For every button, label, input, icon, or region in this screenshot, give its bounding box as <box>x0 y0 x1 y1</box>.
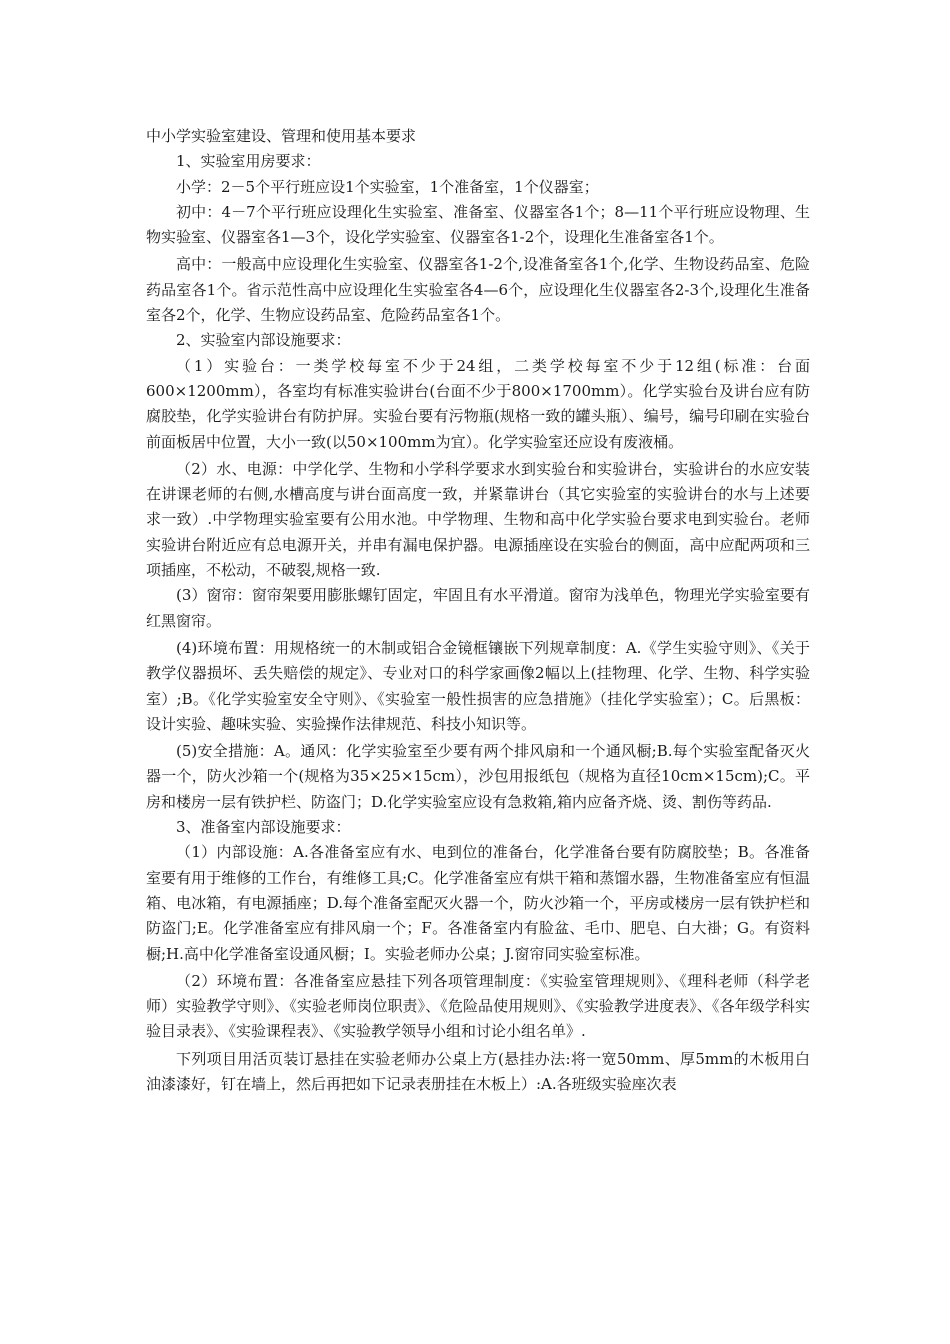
paragraph: (4)环境布置：用规格统一的木制或铝合金镜框镶嵌下列规章制度：A.《学生实验守则》、《关于教学仪器损坏、丢失赔偿的规定》、专业对口的科学家画像2幅以上(挂物理、化学、生物、科学实验室）;B。《化学实验室安全守则》、《实验室一般性损害的应急措施》（挂化学实验室）；C。后黑板：设计实验、趣味实验、实验操作法律规范、科技小知识等。 <box>146 638 810 733</box>
document-title: 中小学实验室建设、管理和使用基本要求 <box>146 127 417 145</box>
paragraph: 小学：2－5个平行班应设1个实验室，1个准备室，1个仪器室； <box>176 177 599 196</box>
paragraph: 初中：4－7个平行班应设理化生实验室、准备室、仪器室各1个；8—11个平行班应设物理、生物实验室、仪器室各1—3个，设化学实验室、仪器室各1-2个，设理化生准备室各1个。 <box>146 202 810 247</box>
paragraph: 1、实验室用房要求： <box>176 152 321 171</box>
paragraph: （1）实验台：一类学校每室不少于24组，二类学校每室不少于12组(标准：台面600×1200mm），各室均有标准实验讲台(台面不少于800×1700mm）。化学实验台及讲台应有防腐胶垫，化学实验讲台有防护屏。实验台要有污物瓶(规格一致的罐头瓶）、编号，编号印刷在实验台前面板居中位置，大小一致(以50×100mm为宜）。化学实验室还应设有废液桶。 <box>146 356 810 451</box>
paragraph: （2）水、电源：中学化学、生物和小学科学要求水到实验台和实验讲台，实验讲台的水应安装在讲课老师的右侧,水槽高度与讲台面高度一致，并紧靠讲台（其它实验室的实验讲台的水与上述要求一致）.中学物理实验室要有公用水池。中学物理、生物和高中化学实验台要求电到实验台。老师实验讲台附近应有总电源开关，并串有漏电保护器。电源插座设在实验台的侧面，高中应配两项和三项插座，不松动，不破裂,规格一致. <box>146 459 810 580</box>
paragraph: (5)安全措施：A。通风：化学实验室至少要有两个排风扇和一个通风橱;B.每个实验室配备灭火器一个，防火沙箱一个(规格为35×25×15cm），沙包用报纸包（规格为直径10cm×15cm);C。平房和楼房一层有铁护栏、防盗门；D.化学实验室应设有急救箱,箱内应备齐烧、烫、割伤等药品. <box>146 742 810 811</box>
document-body <box>146 124 810 1097</box>
paragraph: 2、实验室内部设施要求： <box>176 331 351 350</box>
paragraph: （1）内部设施：A.各准备室应有水、电到位的准备台，化学准备台要有防腐胶垫；B。各准备室要有用于维修的工作台，有维修工具;C。化学准备室应有烘干箱和蒸馏水器，生物准备室应有恒温箱、电冰箱，有电源插座；D.每个准备室配灭火器一个，防火沙箱一个，平房或楼房一层有铁护栏和防盗门;E。化学准备室应有排风扇一个；F。各准备室内有脸盆、毛巾、肥皂、白大褂；G。有资料橱;H.高中化学准备室设通风橱；I。实验老师办公桌；J.窗帘同实验室标准。 <box>146 843 810 963</box>
paragraph: (3）窗帘：窗帘架要用膨胀螺钉固定，牢固且有水平滑道。窗帘为浅单色，物理光学实验室要有红黑窗帘。 <box>146 586 810 630</box>
paragraph: 3、准备室内部设施要求： <box>176 818 351 837</box>
paragraph: 下列项目用活页装订悬挂在实验老师办公桌上方(悬挂办法:将一宽50mm、厚5mm的木板用白油漆漆好，钉在墙上，然后再把如下记录表册挂在木板上）:A.各班级实验座次表 <box>146 1049 810 1093</box>
paragraph: （2）环境布置：各准备室应悬挂下列各项管理制度：《实验室管理规则》、《理科老师（科学老师）实验教学守则》、《实验老师岗位职责》、《危险品使用规则》、《实验教学进度表》、《各年级学科实验目录表》、《实验课程表》、《实验教学领导小组和讨论小组名单》. <box>146 971 810 1041</box>
paragraph: 高中：一般高中应设理化生实验室、仪器室各1-2个,设准备室各1个,化学、生物设药品室、危险药品室各1个。省示范性高中应设理化生实验室各4—6个，应设理化生仪器室各2-3个,设理化生准备室各2个，化学、生物应设药品室、危险药品室各1个。 <box>146 255 810 325</box>
